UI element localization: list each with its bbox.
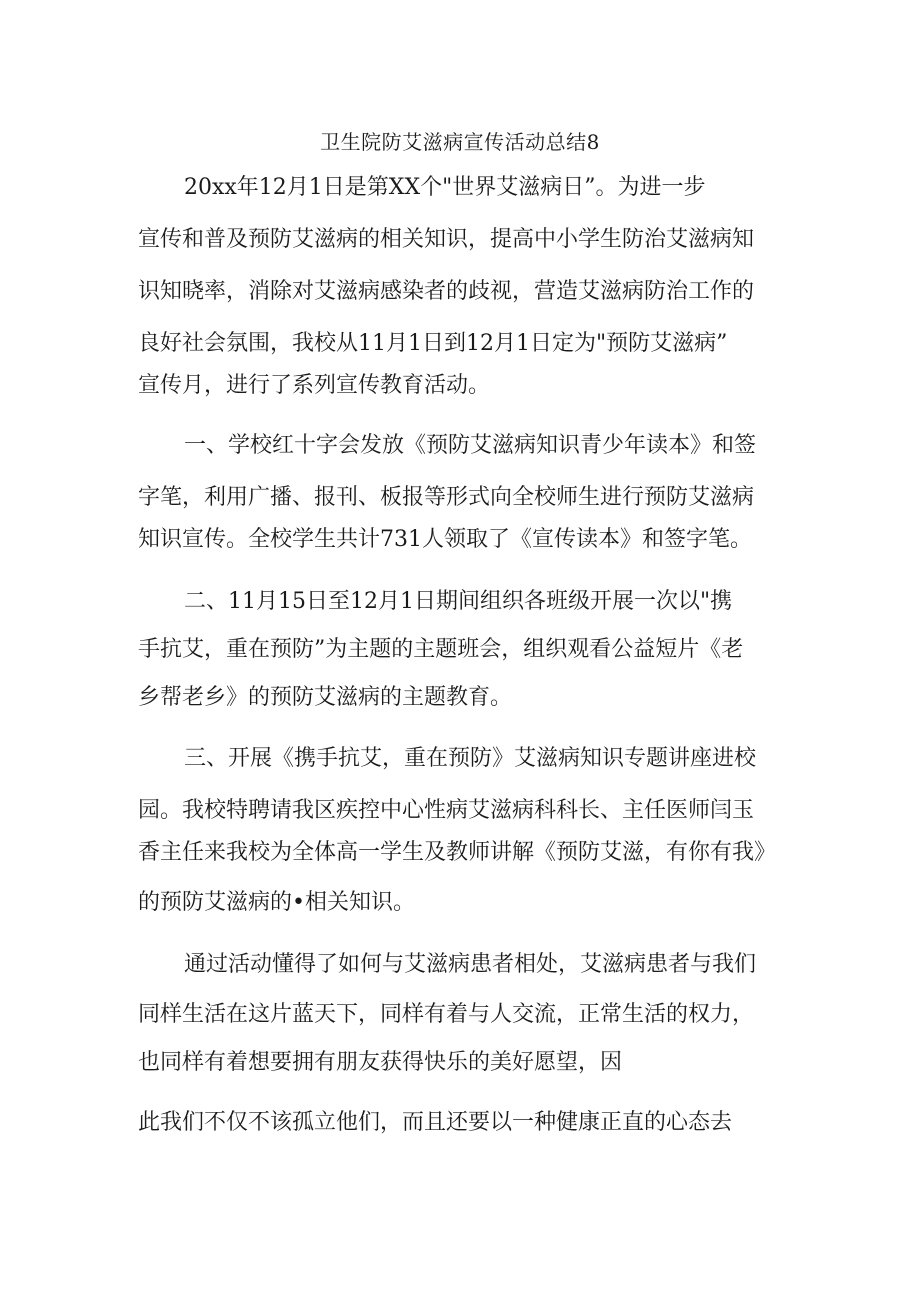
paragraph-5-line-3: 也同样有着想要拥有朋友获得快乐的美好愿望，因 bbox=[138, 1050, 623, 1075]
paragraph-5-line-4: 此我们不仅不该孤立他们，而且还要以一种健康正直的心态去 bbox=[138, 1110, 733, 1135]
paragraph-1-line-3: 识知晓率，消除对艾滋病感染者的歧视，营造艾滋病防治工作的 bbox=[138, 279, 755, 304]
paragraph-3-line-2: 手抗艾，重在预防”为主题的主题班会，组织观看公益短片《老 bbox=[138, 637, 744, 662]
paragraph-5-line-2: 同样生活在这片蓝天下，同样有着与人交流，正常生活的权力， bbox=[138, 1002, 755, 1027]
paragraph-3-line-3: 乡帮老乡》的预防艾滋病的主题教育。 bbox=[138, 685, 513, 710]
paragraph-2-line-1: 一、学校红十字会发放《预防艾滋病知识青少年读本》和签 bbox=[184, 433, 757, 458]
paragraph-2-line-2: 字笔，利用广播、报刊、板报等形式向全校师生进行预防艾滋病 bbox=[138, 485, 755, 510]
document-title: 卫生院防艾滋病宣传活动总结8 bbox=[320, 130, 600, 154]
paragraph-1-line-2: 宣传和普及预防艾滋病的相关知识，提高中小学生防治艾滋病知 bbox=[138, 227, 755, 252]
paragraph-1-line-5: 宣传月，进行了系列宣传教育活动。 bbox=[138, 373, 491, 398]
paragraph-5-line-1: 通过活动懂得了如何与艾滋病患者相处，艾滋病患者与我们 bbox=[184, 952, 757, 977]
paragraph-3-line-1: 二、11月15日至12月1日期间组织各班级开展一次以"携 bbox=[184, 589, 733, 614]
paragraph-1-line-4: 良好社会氛围，我校从11月1日到12月1日定为"预防艾滋病” bbox=[138, 331, 728, 356]
paragraph-4-line-1: 三、开展《携手抗艾，重在预防》艾滋病知识专题讲座进校 bbox=[184, 746, 757, 771]
paragraph-2-line-3: 知识宣传。全校学生共计731人领取了《宣传读本》和签字笔。 bbox=[138, 527, 752, 552]
paragraph-1-line-1: 20xx年12月1日是第XX个"世界艾滋病日”。为进一步 bbox=[184, 175, 706, 200]
paragraph-4-line-3: 香主任来我校为全体高一学生及教师讲解《预防艾滋，有你有我》 bbox=[138, 840, 777, 865]
paragraph-4-line-2: 园。我校特聘请我区疾控中心性病艾滋病科科长、主任医师闫玉 bbox=[138, 798, 755, 823]
paragraph-4-line-4: 的预防艾滋病的•相关知识。 bbox=[138, 890, 415, 915]
